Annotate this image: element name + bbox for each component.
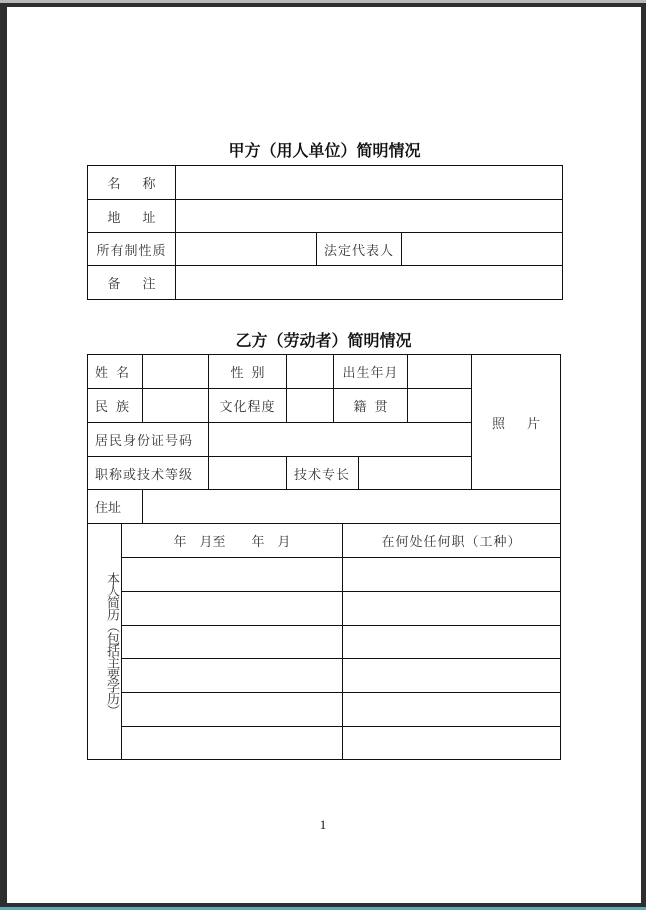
label-text: 地址	[107, 210, 178, 226]
resume-row-period[interactable]	[121, 557, 343, 592]
label-text: 名称	[107, 177, 178, 192]
party-b-gender-label	[208, 354, 287, 389]
page-number: 1	[319, 817, 327, 832]
party-a-name-field[interactable]	[175, 165, 563, 200]
resume-row-position[interactable]	[342, 692, 561, 727]
resume-row-period[interactable]	[121, 658, 343, 693]
resume-row-position[interactable]	[342, 726, 561, 760]
resume-period-header: 年 月至 年 月	[121, 523, 343, 558]
resume-row-position[interactable]	[342, 557, 561, 592]
label-text: 姓名	[95, 366, 138, 381]
party-a-remarks-label	[87, 265, 176, 300]
party-b-ethnicity-field[interactable]	[142, 388, 209, 423]
resume-row-period[interactable]	[121, 591, 343, 626]
label-text: 备注	[107, 277, 178, 292]
party-b-specialty-label: 技术专长	[286, 456, 359, 490]
resume-position-header: 在何处任何职（工种）	[342, 523, 561, 558]
party-b-birth-label: 出生年月	[333, 354, 408, 389]
party-b-residence-field[interactable]	[142, 489, 561, 524]
resume-row-period[interactable]	[121, 625, 343, 659]
party-b-title-level-field[interactable]	[208, 456, 287, 490]
party-a-address-field[interactable]	[175, 199, 563, 233]
resume-row-period[interactable]	[121, 726, 343, 760]
party-b-ethnicity-label	[87, 388, 143, 423]
party-b-specialty-field[interactable]	[358, 456, 472, 490]
party-a-ownership-field[interactable]	[175, 232, 317, 266]
window-top-edge	[0, 0, 646, 3]
party-a-title: 甲方（用人单位）简明情况	[228, 141, 421, 160]
party-a-legal-rep-label: 法定代表人	[316, 232, 402, 266]
party-b-residence-label: 住址	[87, 489, 143, 524]
resume-row-position[interactable]	[342, 591, 561, 626]
label-text: 籍贯	[353, 400, 396, 415]
party-b-native-place-label	[333, 388, 408, 423]
party-b-id-label: 居民身份证号码	[87, 422, 209, 457]
party-b-id-field[interactable]	[208, 422, 472, 457]
party-a-legal-rep-field[interactable]	[401, 232, 563, 266]
party-b-education-label: 文化程度	[208, 388, 287, 423]
party-b-native-place-field[interactable]	[407, 388, 472, 423]
party-b-gender-field[interactable]	[286, 354, 334, 389]
party-a-address-label	[87, 199, 176, 233]
resume-side-label: 本人简历（包括主要学历）	[87, 523, 122, 760]
party-a-remarks-field[interactable]	[175, 265, 563, 300]
resume-row-position[interactable]	[342, 658, 561, 693]
label-text: 性别	[230, 366, 273, 381]
party-b-title: 乙方（劳动者）简明情况	[235, 331, 412, 350]
party-b-name-field[interactable]	[142, 354, 209, 389]
photo-label: 照片	[491, 416, 562, 432]
photo-box[interactable]	[471, 354, 561, 490]
party-a-name-label	[87, 165, 176, 200]
resume-row-period[interactable]	[121, 692, 343, 727]
party-a-ownership-label: 所有制性质	[87, 232, 176, 266]
party-b-name-label	[87, 354, 143, 389]
label-text: 民族	[95, 400, 138, 415]
party-b-birth-field[interactable]	[407, 354, 472, 389]
party-b-title-level-label: 职称或技术等级	[87, 456, 209, 490]
resume-row-position[interactable]	[342, 625, 561, 659]
party-b-education-field[interactable]	[286, 388, 334, 423]
